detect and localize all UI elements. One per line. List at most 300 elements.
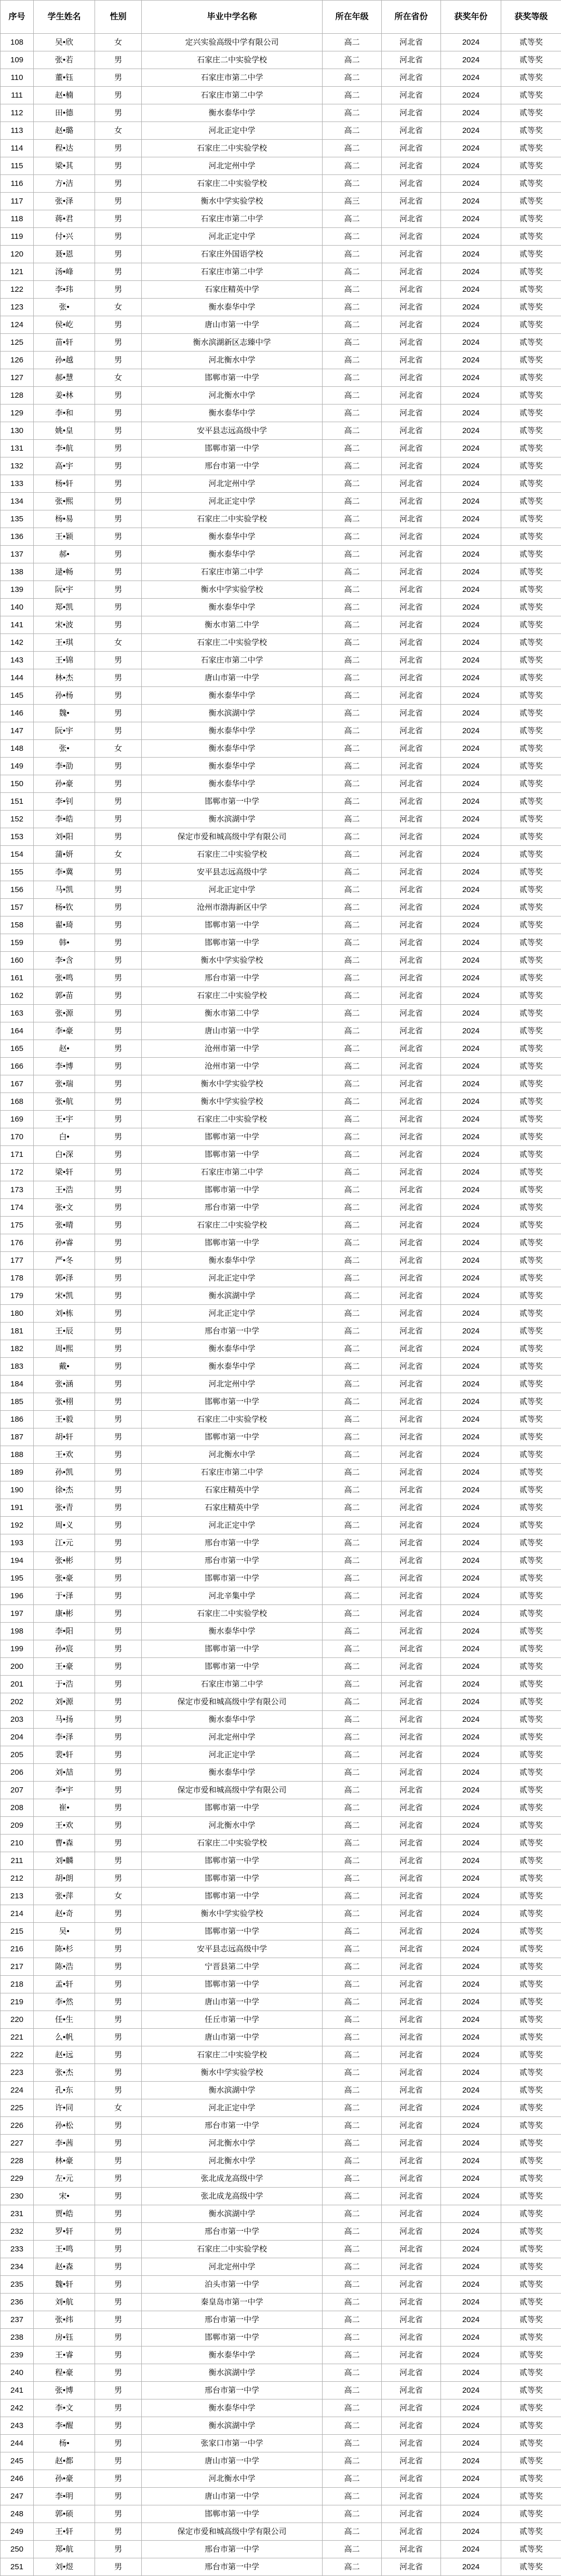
- cell-school: 邯郸市第一中学: [142, 934, 323, 952]
- cell-grade: 高二: [323, 1305, 382, 1323]
- cell-student-name: 李•皓: [34, 811, 95, 828]
- cell-grade: 高二: [323, 2082, 382, 2099]
- cell-award-year: 2024: [441, 881, 501, 899]
- cell-student-name: 李•博: [34, 1058, 95, 1075]
- cell-grade: 高二: [323, 952, 382, 969]
- cell-province: 河北省: [382, 1746, 441, 1764]
- table-row: [1, 1640, 561, 1658]
- cell-province: 河北省: [382, 528, 441, 546]
- cell-award-year: 2024: [441, 2399, 501, 2417]
- cell-index: 140: [1, 599, 34, 616]
- cell-award-level: 贰等奖: [501, 1128, 561, 1146]
- cell-gender: 男: [95, 722, 142, 740]
- cell-grade: 高二: [323, 1693, 382, 1711]
- cell-index: 135: [1, 510, 34, 528]
- cell-award-level: 贰等奖: [501, 952, 561, 969]
- cell-school: 河北正定中学: [142, 1746, 323, 1764]
- cell-gender: 男: [95, 1093, 142, 1111]
- cell-school: 衡水泰华中学: [142, 404, 323, 422]
- cell-province: 河北省: [382, 1446, 441, 1464]
- cell-index: 209: [1, 1817, 34, 1835]
- cell-award-level: 贰等奖: [501, 1658, 561, 1676]
- cell-award-year: 2024: [441, 2329, 501, 2346]
- cell-award-year: 2024: [441, 157, 501, 175]
- cell-index: 173: [1, 1181, 34, 1199]
- cell-award-year: 2024: [441, 2258, 501, 2276]
- cell-school: 衡水泰华中学: [142, 1711, 323, 1729]
- cell-award-year: 2024: [441, 1764, 501, 1782]
- table-row: [1, 1605, 561, 1623]
- table-row: [1, 2452, 561, 2470]
- cell-index: 222: [1, 2046, 34, 2064]
- cell-gender: 男: [95, 1640, 142, 1658]
- cell-index: 241: [1, 2382, 34, 2399]
- table-row: [1, 1164, 561, 1181]
- cell-grade: 高二: [323, 1411, 382, 1428]
- cell-province: 河北省: [382, 1676, 441, 1693]
- cell-grade: 高二: [323, 2364, 382, 2382]
- cell-award-level: 贰等奖: [501, 1958, 561, 1976]
- cell-gender: 女: [95, 2099, 142, 2117]
- cell-gender: 男: [95, 1658, 142, 1676]
- cell-index: 176: [1, 1234, 34, 1252]
- table-row: [1, 246, 561, 263]
- cell-award-level: 贰等奖: [501, 987, 561, 1005]
- cell-index: 237: [1, 2311, 34, 2329]
- cell-student-name: 许•同: [34, 2099, 95, 2117]
- cell-award-year: 2024: [441, 2417, 501, 2435]
- cell-index: 124: [1, 316, 34, 334]
- cell-school: 沧州市渤海新区中学: [142, 899, 323, 916]
- cell-grade: 高二: [323, 1817, 382, 1835]
- cell-province: 河北省: [382, 1075, 441, 1093]
- cell-index: 239: [1, 2346, 34, 2364]
- cell-index: 150: [1, 775, 34, 793]
- cell-student-name: 方•洁: [34, 175, 95, 193]
- cell-index: 231: [1, 2205, 34, 2223]
- cell-student-name: 张•萍: [34, 1887, 95, 1905]
- cell-province: 河北省: [382, 1993, 441, 2011]
- cell-student-name: 马•扬: [34, 1711, 95, 1729]
- cell-school: 秦皇岛市第一中学: [142, 2294, 323, 2311]
- cell-grade: 高二: [323, 599, 382, 616]
- cell-grade: 高二: [323, 1729, 382, 1746]
- cell-gender: 男: [95, 528, 142, 546]
- cell-school: 石家庄外国语学校: [142, 246, 323, 263]
- cell-index: 118: [1, 210, 34, 228]
- cell-school: 邯郸市第一中学: [142, 1128, 323, 1146]
- cell-gender: 男: [95, 952, 142, 969]
- cell-school: 石家庄二中实验学校: [142, 510, 323, 528]
- cell-index: 223: [1, 2064, 34, 2082]
- cell-grade: 高二: [323, 2346, 382, 2364]
- cell-award-year: 2024: [441, 2082, 501, 2099]
- cell-index: 238: [1, 2329, 34, 2346]
- cell-grade: 高二: [323, 1534, 382, 1552]
- cell-award-level: 贰等奖: [501, 1499, 561, 1517]
- cell-school: 衡水滨湖新区志臻中学: [142, 334, 323, 352]
- cell-province: 河北省: [382, 157, 441, 175]
- cell-province: 河北省: [382, 2452, 441, 2470]
- cell-province: 河北省: [382, 758, 441, 775]
- table-row: [1, 2188, 561, 2205]
- cell-award-year: 2024: [441, 1746, 501, 1764]
- cell-award-level: 贰等奖: [501, 1111, 561, 1128]
- cell-province: 河北省: [382, 2294, 441, 2311]
- cell-gender: 男: [95, 899, 142, 916]
- cell-award-level: 贰等奖: [501, 1464, 561, 1481]
- table-row: [1, 1411, 561, 1428]
- cell-school: 邯郸市第一中学: [142, 1870, 323, 1887]
- table-row: [1, 563, 561, 581]
- table-row: [1, 1817, 561, 1835]
- cell-province: 河北省: [382, 916, 441, 934]
- cell-grade: 高二: [323, 2223, 382, 2241]
- cell-school: 邯郸市第一中学: [142, 1428, 323, 1446]
- cell-gender: 男: [95, 1905, 142, 1923]
- cell-index: 147: [1, 722, 34, 740]
- cell-index: 191: [1, 1499, 34, 1517]
- cell-province: 河北省: [382, 1940, 441, 1958]
- cell-student-name: 江•元: [34, 1534, 95, 1552]
- header-award-year: 获奖年份: [441, 1, 501, 34]
- cell-gender: 男: [95, 775, 142, 793]
- cell-student-name: 韩•: [34, 934, 95, 952]
- cell-award-level: 贰等奖: [501, 528, 561, 546]
- cell-province: 河北省: [382, 2117, 441, 2135]
- table-row: [1, 1375, 561, 1393]
- cell-grade: 高二: [323, 1499, 382, 1517]
- cell-province: 河北省: [382, 934, 441, 952]
- cell-award-level: 贰等奖: [501, 1428, 561, 1446]
- cell-student-name: 孙•越: [34, 352, 95, 369]
- cell-grade: 高二: [323, 1340, 382, 1358]
- cell-province: 河北省: [382, 793, 441, 811]
- cell-award-level: 贰等奖: [501, 369, 561, 387]
- cell-province: 河北省: [382, 616, 441, 634]
- cell-award-level: 贰等奖: [501, 1199, 561, 1217]
- table-row: [1, 1799, 561, 1817]
- cell-award-year: 2024: [441, 122, 501, 140]
- cell-province: 河北省: [382, 740, 441, 758]
- cell-gender: 男: [95, 1411, 142, 1428]
- cell-grade: 高二: [323, 846, 382, 864]
- cell-grade: 高二: [323, 493, 382, 510]
- cell-gender: 男: [95, 2294, 142, 2311]
- cell-school: 唐山市第一中学: [142, 669, 323, 687]
- cell-award-year: 2024: [441, 1075, 501, 1093]
- cell-gender: 男: [95, 1058, 142, 1075]
- cell-index: 240: [1, 2364, 34, 2382]
- cell-award-year: 2024: [441, 2046, 501, 2064]
- cell-award-level: 贰等奖: [501, 2364, 561, 2382]
- cell-award-level: 贰等奖: [501, 811, 561, 828]
- cell-province: 河北省: [382, 1058, 441, 1075]
- cell-gender: 男: [95, 2311, 142, 2329]
- cell-gender: 男: [95, 1587, 142, 1605]
- cell-award-level: 贰等奖: [501, 2294, 561, 2311]
- cell-index: 164: [1, 1022, 34, 1040]
- cell-province: 河北省: [382, 1658, 441, 1676]
- cell-student-name: 于•浩: [34, 1676, 95, 1693]
- cell-grade: 高二: [323, 634, 382, 652]
- cell-award-year: 2024: [441, 1234, 501, 1252]
- cell-award-year: 2024: [441, 2435, 501, 2452]
- cell-award-level: 贰等奖: [501, 1923, 561, 1940]
- cell-index: 190: [1, 1481, 34, 1499]
- table-row: [1, 1940, 561, 1958]
- cell-gender: 男: [95, 2135, 142, 2152]
- cell-award-level: 贰等奖: [501, 881, 561, 899]
- cell-school: 石家庄市第二中学: [142, 1464, 323, 1481]
- cell-award-level: 贰等奖: [501, 387, 561, 404]
- cell-school: 河北正定中学: [142, 1270, 323, 1287]
- cell-school: 泊头市第一中学: [142, 2276, 323, 2294]
- cell-gender: 女: [95, 122, 142, 140]
- cell-gender: 男: [95, 1270, 142, 1287]
- cell-award-level: 贰等奖: [501, 475, 561, 493]
- table-row: [1, 1958, 561, 1976]
- cell-school: 衡水滨湖中学: [142, 2082, 323, 2099]
- table-row: [1, 899, 561, 916]
- cell-gender: 男: [95, 1428, 142, 1446]
- cell-province: 河北省: [382, 1393, 441, 1411]
- cell-school: 保定市爱和城高级中学有限公司: [142, 1693, 323, 1711]
- cell-award-year: 2024: [441, 793, 501, 811]
- cell-school: 河北正定中学: [142, 1305, 323, 1323]
- cell-award-level: 贰等奖: [501, 1270, 561, 1287]
- cell-gender: 男: [95, 1552, 142, 1570]
- table-row: [1, 369, 561, 387]
- cell-grade: 高二: [323, 422, 382, 440]
- cell-student-name: 张•源: [34, 1005, 95, 1022]
- cell-index: 245: [1, 2452, 34, 2470]
- cell-award-level: 贰等奖: [501, 2505, 561, 2523]
- cell-award-level: 贰等奖: [501, 1252, 561, 1270]
- cell-student-name: 吴•: [34, 1923, 95, 1940]
- table-row: [1, 916, 561, 934]
- cell-award-year: 2024: [441, 528, 501, 546]
- cell-grade: 高二: [323, 1358, 382, 1375]
- cell-grade: 高二: [323, 1252, 382, 1270]
- cell-province: 河北省: [382, 581, 441, 599]
- cell-gender: 男: [95, 475, 142, 493]
- cell-grade: 高二: [323, 758, 382, 775]
- cell-index: 160: [1, 952, 34, 969]
- cell-award-level: 贰等奖: [501, 916, 561, 934]
- cell-province: 河北省: [382, 281, 441, 299]
- cell-student-name: 李•文: [34, 2399, 95, 2417]
- cell-award-year: 2024: [441, 1217, 501, 1234]
- table-row: [1, 316, 561, 334]
- cell-province: 河北省: [382, 1464, 441, 1481]
- cell-gender: 男: [95, 581, 142, 599]
- cell-award-level: 贰等奖: [501, 1729, 561, 1746]
- cell-grade: 高二: [323, 2523, 382, 2541]
- cell-award-level: 贰等奖: [501, 2046, 561, 2064]
- cell-grade: 高二: [323, 352, 382, 369]
- cell-gender: 男: [95, 140, 142, 157]
- cell-gender: 男: [95, 1623, 142, 1640]
- cell-school: 衡水滨湖中学: [142, 2205, 323, 2223]
- cell-grade: 高二: [323, 916, 382, 934]
- cell-award-year: 2024: [441, 864, 501, 881]
- cell-index: 204: [1, 1729, 34, 1746]
- table-row: [1, 1764, 561, 1782]
- table-row: [1, 404, 561, 422]
- cell-school: 衡水中学实验学校: [142, 952, 323, 969]
- cell-student-name: 裴•轩: [34, 1746, 95, 1764]
- cell-school: 石家庄精英中学: [142, 281, 323, 299]
- cell-index: 202: [1, 1693, 34, 1711]
- cell-index: 129: [1, 404, 34, 422]
- cell-school: 石家庄二中实验学校: [142, 1217, 323, 1234]
- cell-grade: 高二: [323, 616, 382, 634]
- cell-grade: 高二: [323, 2417, 382, 2435]
- cell-school: 石家庄二中实验学校: [142, 1605, 323, 1623]
- cell-award-level: 贰等奖: [501, 616, 561, 634]
- cell-index: 187: [1, 1428, 34, 1446]
- cell-grade: 高二: [323, 2382, 382, 2399]
- cell-award-year: 2024: [441, 2241, 501, 2258]
- cell-index: 130: [1, 422, 34, 440]
- cell-student-name: 孙•豪: [34, 775, 95, 793]
- cell-grade: 高二: [323, 404, 382, 422]
- cell-province: 河北省: [382, 2382, 441, 2399]
- cell-award-year: 2024: [441, 1517, 501, 1534]
- cell-school: 石家庄市第二中学: [142, 563, 323, 581]
- cell-school: 邢台市第一中学: [142, 2558, 323, 2576]
- cell-province: 河北省: [382, 722, 441, 740]
- cell-school: 保定市爱和城高级中学有限公司: [142, 2523, 323, 2541]
- cell-school: 石家庄市第二中学: [142, 69, 323, 87]
- cell-award-year: 2024: [441, 705, 501, 722]
- cell-gender: 男: [95, 2046, 142, 2064]
- cell-award-year: 2024: [441, 2470, 501, 2488]
- cell-gender: 男: [95, 1146, 142, 1164]
- cell-school: 邯郸市第一中学: [142, 793, 323, 811]
- cell-province: 河北省: [382, 334, 441, 352]
- cell-award-level: 贰等奖: [501, 2346, 561, 2364]
- cell-award-level: 贰等奖: [501, 299, 561, 316]
- cell-award-year: 2024: [441, 2523, 501, 2541]
- cell-province: 河北省: [382, 2241, 441, 2258]
- cell-grade: 高二: [323, 528, 382, 546]
- cell-award-year: 2024: [441, 758, 501, 775]
- cell-school: 安平县志远高级中学: [142, 864, 323, 881]
- cell-province: 河北省: [382, 1799, 441, 1817]
- table-row: [1, 1729, 561, 1746]
- cell-province: 河北省: [382, 1323, 441, 1340]
- table-row: [1, 1181, 561, 1199]
- cell-student-name: 赵•都: [34, 2452, 95, 2470]
- cell-award-level: 贰等奖: [501, 493, 561, 510]
- cell-student-name: 宋•波: [34, 616, 95, 634]
- cell-gender: 男: [95, 1323, 142, 1340]
- cell-gender: 男: [95, 1817, 142, 1835]
- cell-award-year: 2024: [441, 1640, 501, 1658]
- cell-gender: 男: [95, 652, 142, 669]
- table-row: [1, 793, 561, 811]
- cell-index: 203: [1, 1711, 34, 1729]
- cell-school: 唐山市第一中学: [142, 2029, 323, 2046]
- cell-province: 河北省: [382, 1764, 441, 1782]
- cell-province: 河北省: [382, 1905, 441, 1923]
- cell-index: 224: [1, 2082, 34, 2099]
- cell-index: 110: [1, 69, 34, 87]
- cell-province: 河北省: [382, 1835, 441, 1852]
- cell-award-level: 贰等奖: [501, 69, 561, 87]
- table-row: [1, 722, 561, 740]
- cell-award-year: 2024: [441, 34, 501, 51]
- cell-student-name: 白•深: [34, 1146, 95, 1164]
- table-row: [1, 1058, 561, 1075]
- cell-award-year: 2024: [441, 2188, 501, 2205]
- cell-grade: 高三: [323, 193, 382, 210]
- cell-award-year: 2024: [441, 934, 501, 952]
- cell-province: 河北省: [382, 1570, 441, 1587]
- cell-award-level: 贰等奖: [501, 2029, 561, 2046]
- cell-school: 河北正定中学: [142, 493, 323, 510]
- table-row: [1, 1199, 561, 1217]
- cell-province: 河北省: [382, 2064, 441, 2082]
- cell-school: 定兴实验高级中学有限公司: [142, 34, 323, 51]
- cell-student-name: 张•豪: [34, 1570, 95, 1587]
- cell-province: 河北省: [382, 2417, 441, 2435]
- cell-province: 河北省: [382, 1375, 441, 1393]
- cell-student-name: 赵•远: [34, 2046, 95, 2064]
- cell-school: 邢台市第一中学: [142, 1552, 323, 1570]
- cell-index: 193: [1, 1534, 34, 1552]
- table-row: [1, 1305, 561, 1323]
- cell-award-level: 贰等奖: [501, 599, 561, 616]
- cell-school: 衡水泰华中学: [142, 528, 323, 546]
- cell-student-name: 张•涵: [34, 1375, 95, 1393]
- cell-province: 河北省: [382, 1587, 441, 1605]
- cell-index: 143: [1, 652, 34, 669]
- cell-gender: 男: [95, 1517, 142, 1534]
- cell-grade: 高二: [323, 2099, 382, 2117]
- cell-gender: 男: [95, 1870, 142, 1887]
- cell-index: 198: [1, 1623, 34, 1640]
- cell-award-level: 贰等奖: [501, 1887, 561, 1905]
- cell-award-year: 2024: [441, 2294, 501, 2311]
- cell-award-year: 2024: [441, 1375, 501, 1393]
- cell-student-name: 张•: [34, 740, 95, 758]
- cell-index: 221: [1, 2029, 34, 2046]
- cell-award-level: 贰等奖: [501, 2488, 561, 2505]
- cell-award-year: 2024: [441, 2541, 501, 2558]
- cell-school: 河北正定中学: [142, 881, 323, 899]
- cell-grade: 高二: [323, 316, 382, 334]
- cell-gender: 男: [95, 1711, 142, 1729]
- cell-school: 沧州市第一中学: [142, 1040, 323, 1058]
- cell-gender: 男: [95, 2029, 142, 2046]
- table-row: [1, 1552, 561, 1570]
- cell-index: 244: [1, 2435, 34, 2452]
- cell-school: 沧州市第一中学: [142, 1058, 323, 1075]
- cell-gender: 男: [95, 1764, 142, 1782]
- cell-gender: 男: [95, 387, 142, 404]
- cell-award-year: 2024: [441, 1729, 501, 1746]
- cell-award-level: 贰等奖: [501, 2241, 561, 2258]
- cell-student-name: 田•德: [34, 104, 95, 122]
- cell-award-level: 贰等奖: [501, 334, 561, 352]
- cell-award-year: 2024: [441, 2452, 501, 2470]
- cell-index: 248: [1, 2505, 34, 2523]
- cell-award-level: 贰等奖: [501, 899, 561, 916]
- cell-award-year: 2024: [441, 1817, 501, 1835]
